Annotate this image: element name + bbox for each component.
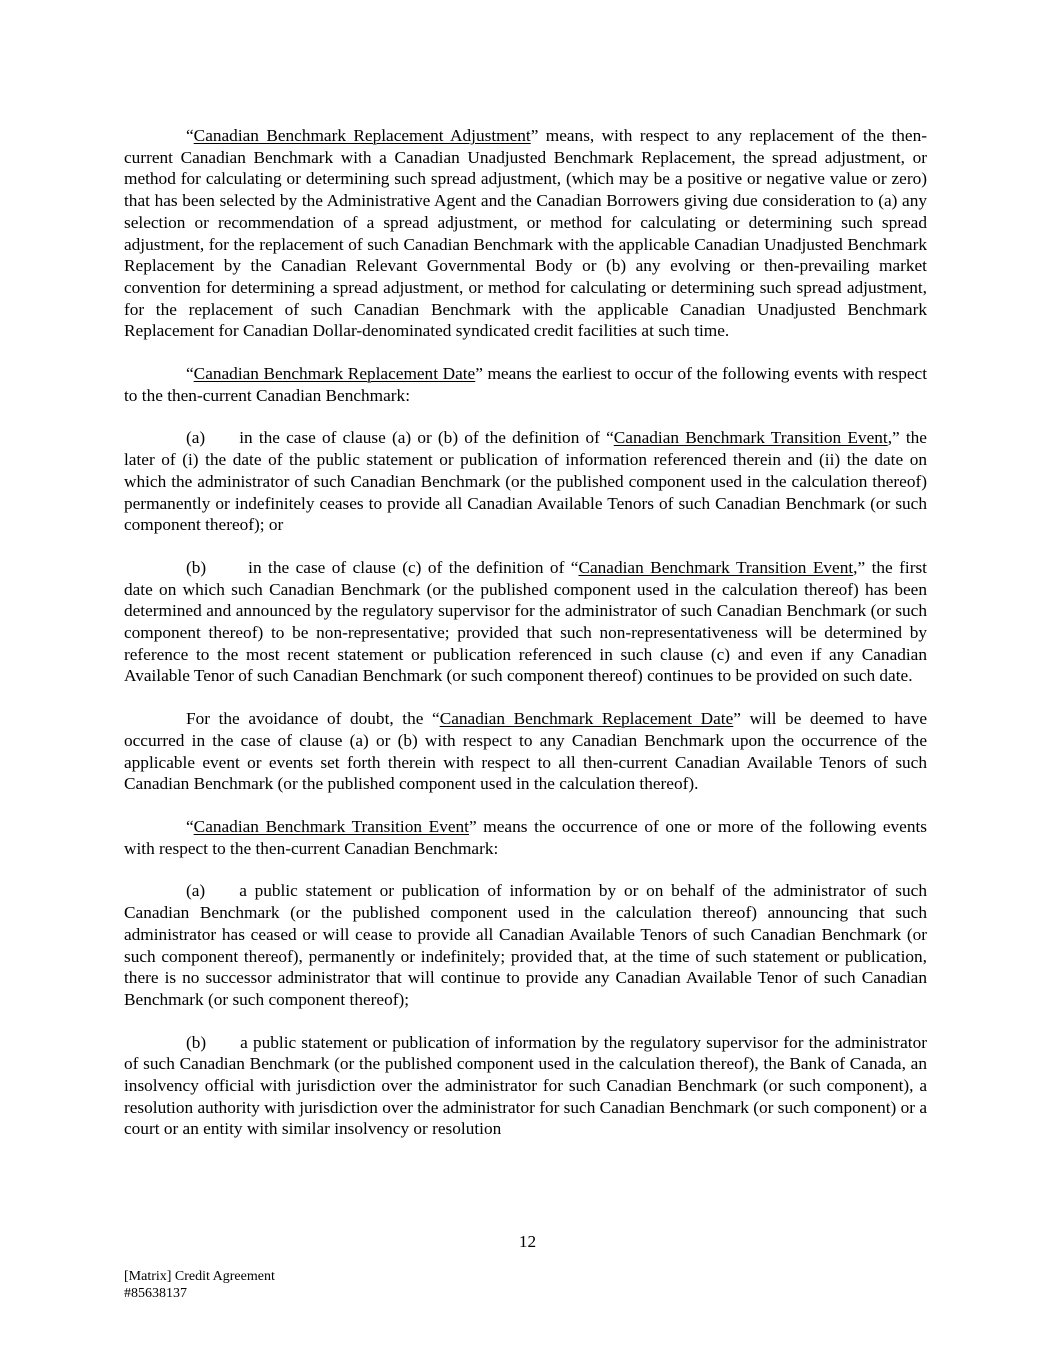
clause-label: (a) — [186, 428, 206, 448]
page-number: 12 — [518, 1232, 537, 1251]
definition-replacement-date — [124, 363, 927, 406]
avoidance-of-doubt-paragraph — [124, 708, 927, 795]
clause-text: ,” the first date on which such Canadian Benchmark (or the published component used in the calculation thereof) has been determined and announced by the regulatory supervisor for the administrator of such Canadian Benchmark (or such component thereof) to be non-representative; provided that such non-representativeness will be determined by reference to the most recent statement or publication referenced in such clause (c) and even if any Canadian Available Tenor of such Canadian Benchmark (or such component thereof) continues to be provided on such date. — [124, 557, 927, 686]
paragraph-text: For the avoidance of doubt, the “ — [186, 709, 440, 729]
definition-text: ” means, with respect to any replacement of the then-current Canadian Benchmark with a Canadian Unadjusted Benchmark Replacement, the spread adjustment, or method for calculating or determining such spread adjustment, (which may be a positive or negative value or zero) that has been selected by the Administrative Agent and the Canadian Borrowers giving due consideration to (a) any selection or recommendation of a spread adjustment, or method for calculating or determining such spread adjustment, for the replacement of such Canadian Benchmark with the applicable Canadian Unadjusted Benchmark Replacement by the Canadian Relevant Governmental Body or (b) any evolving or then-prevailing market convention for determining a spread adjustment, or method for calculating or determining such spread adjustment, for the replacement of such Canadian Benchmark with the applicable Canadian Unadjusted Benchmark Replacement for Canadian Dollar-denominated syndicated credit facilities at such time. — [124, 126, 927, 341]
defined-term: Canadian Benchmark Transition Event — [193, 816, 469, 836]
open-quote: “ — [186, 126, 194, 145]
clause-text: in the case of clause (c) of the definition of “ — [248, 557, 579, 577]
document-body — [124, 125, 927, 1161]
definition-text: ” means the earliest to occur of the following events with respect to the then-current Canadian Benchmark: — [124, 364, 927, 405]
clause-text: ,” the later of (i) the date of the public statement or publication of information referenced therein and (ii) the date on which the administrator of such Canadian Benchmark (or the published component used in the calculation thereof) permanently or indefinitely ceases to provide all Canadian Available Tenors of such Canadian Benchmark (or such component thereof); or — [124, 428, 927, 535]
clause-text: a public statement or publication of information by the regulatory supervisor for the administrator of such Canadian Benchmark (or the published component used in the calculation thereof), the Bank of Canada, an insolvency official with jurisdiction over the administrator for such Canadian Benchmark (or such component), a resolution authority with jurisdiction over the administrator for such Canadian Benchmark (or such component) or a court or an entity with similar insolvency or resolution — [124, 1032, 927, 1139]
paragraph-text: ” will be deemed to have occurred in the case of clause (a) or (b) with respect to any Canadian Benchmark upon the occurrence of the applicable event or events set forth therein with respect to all then-current Canadian Available Tenors of such Canadian Benchmark (or the published component used in the calculation thereof). — [124, 709, 928, 794]
footer-document-title: [Matrix] Credit Agreement — [124, 1269, 275, 1284]
clause-b-transition-event — [124, 1032, 927, 1141]
clause-a-replacement-date — [124, 427, 927, 536]
clause-label: (b) — [186, 1032, 207, 1052]
definition-replacement-adjustment — [124, 125, 927, 342]
clause-label: (a) — [186, 881, 206, 901]
footer-document-id: #85638137 — [124, 1286, 187, 1301]
open-quote: “ — [186, 816, 194, 836]
definition-text: ” means the occurrence of one or more of the following events with respect to the then-current Canadian Benchmark: — [124, 816, 927, 858]
defined-term: Canadian Benchmark Replacement Adjustment — [193, 126, 531, 145]
defined-term: Canadian Benchmark Transition Event — [578, 557, 854, 577]
clause-b-replacement-date — [124, 557, 927, 687]
definition-transition-event — [124, 816, 927, 859]
defined-term: Canadian Benchmark Transition Event — [613, 428, 888, 448]
clause-a-transition-event — [124, 880, 927, 1010]
clause-label: (b) — [186, 557, 207, 577]
document-footer — [124, 1268, 275, 1302]
clause-text: a public statement or publication of information by or on behalf of the administrator of such Canadian Benchmark (or the published component used in the calculation thereof) announcing that such administrator has ceased or will cease to provide all Canadian Available Tenors of such Canadian Benchmark (or such component thereof), permanently or indefinitely; provided that, at the time of such statement or publication, there is no successor administrator that will continue to provide any Canadian Available Tenor of such Canadian Benchmark (or such component thereof); — [124, 881, 927, 1009]
clause-text: in the case of clause (a) or (b) of the definition of “ — [239, 428, 614, 448]
defined-term: Canadian Benchmark Replacement Date — [193, 364, 476, 384]
open-quote: “ — [186, 364, 194, 384]
defined-term: Canadian Benchmark Replacement Date — [439, 709, 734, 729]
